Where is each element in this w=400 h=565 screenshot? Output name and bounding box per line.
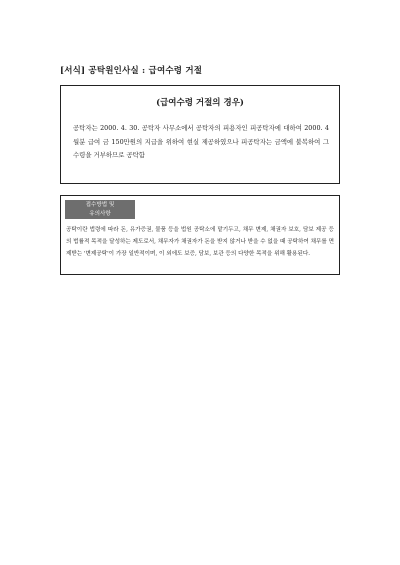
case-box-body: 공탁자는 2000. 4. 30. 공탁자 사무소에서 공탁자의 피용자인 피공탁자에 대하여 2000. 4월분 급여 금 150만원의 지급을 위하여 현실 제공하였으나 피공탁자는 금액에 불복하여 그 수령을 거부하므로 공탁함 xyxy=(73,124,329,159)
case-box xyxy=(60,85,340,184)
notes-badge xyxy=(65,200,135,219)
notes-box xyxy=(60,195,340,275)
notes-box-body: 공탁이란 법령에 따라 돈, 유가증권, 물품 등을 법원 공탁소에 맡기두고, 채무 변제, 채권자 보호, 담보 제공 등의 법률적 목적을 달성하는 제도로서, 채무자가 채권자가 돈을 받지 않거나 받을 수 없을 때 공탁하여 채무를 면제받는 '변제공탁'이 가장 일반적이며, 이 외에도 보증, 담보, 보관 등의 다양한 목적을 위해 활용된다. xyxy=(66,227,334,257)
notes-badge-line-1: 접수방법 및 xyxy=(85,202,115,208)
case-box-title: (급여수령 거절의 경우) xyxy=(156,98,244,108)
document-title: [서식] 공탁원인사실 : 급여수령 거절 xyxy=(60,66,203,76)
notes-badge-line-2: 유의사항 xyxy=(89,210,111,217)
